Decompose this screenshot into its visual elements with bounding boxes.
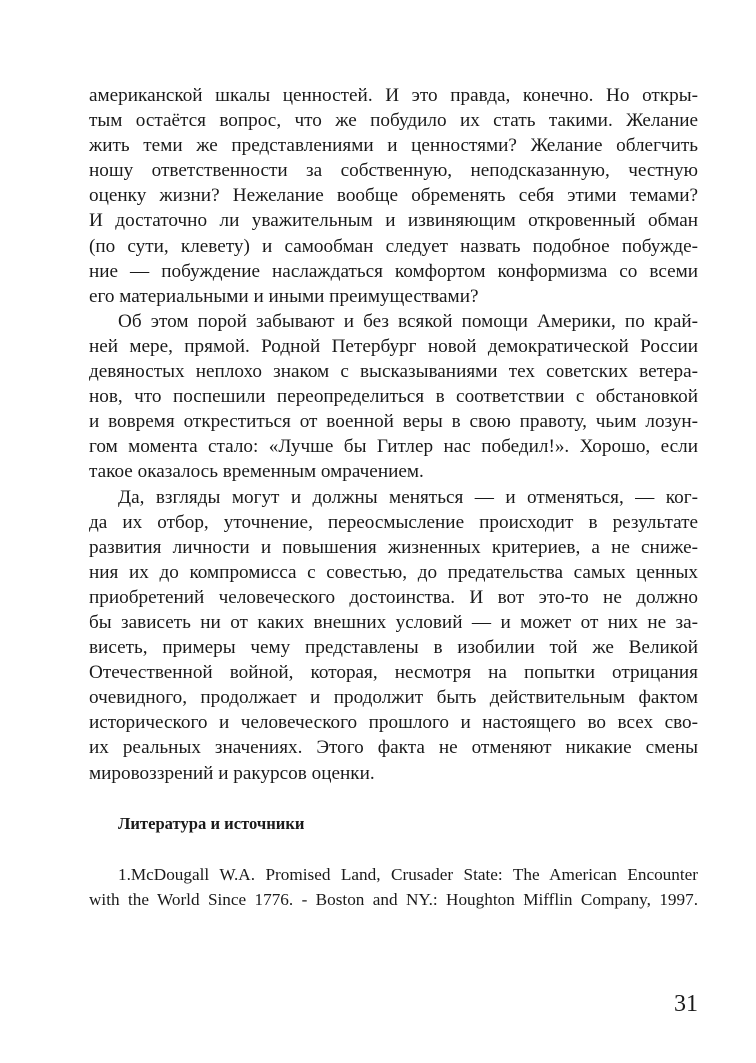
text-line: ней мере, прямой. Родной Петербург новой демократической России — [89, 335, 698, 357]
page-number: 31 — [674, 991, 698, 1017]
text-line: приобретений человеческого достоинства. И вот это-то не должно — [89, 586, 698, 608]
text-line: такое оказалось временным омрачением. — [89, 461, 424, 483]
text-line: Отечественной войной, которая, несмотря на попытки отрицания — [89, 662, 698, 684]
text-line: его материальными и иными преимуществами? — [89, 285, 479, 307]
text-line: тым остаётся вопрос, что же побудило их стать такими. Желание — [89, 110, 698, 132]
references-list — [89, 862, 698, 912]
text-line: американской шкалы ценностей. И это правда, конечно. Но откры- — [89, 85, 698, 106]
text-line: висеть, примеры чему представлены в изобилии той же Великой — [89, 637, 698, 659]
text-line: И достаточно ли уважительным и извиняющим откровенный обман — [89, 210, 698, 232]
text-line: да их отбор, уточнение, переосмысление происходит в результате — [89, 511, 698, 533]
body-text — [89, 83, 698, 786]
text-line: нов, что поспешили переопределиться в соответствии с обстановкой — [89, 386, 698, 408]
text-line: Да, взгляды могут и должны меняться — и отменяться, — ког- — [118, 486, 698, 508]
reference-line: 1.McDougall W.A. Promised Land, Crusader State: The American Encounter — [118, 865, 698, 884]
reference-item — [89, 862, 698, 912]
text-line: бы зависеть ни от каких внешних условий — и может от них не за- — [89, 611, 698, 633]
text-line: развития личности и повышения жизненных критериев, а не сниже- — [89, 536, 698, 558]
text-line: их реальных значениях. Этого факта не отменяют никакие смены — [89, 737, 698, 759]
text-line: (по сути, клевету) и самообман следует назвать подобное побужде- — [89, 235, 698, 257]
text-line: жить теми же представлениями и ценностями? Желание облегчить — [89, 135, 698, 157]
text-line: ношу ответственности за собственную, неподсказанную, честную — [89, 160, 698, 182]
text-line: девяностых неплохо знаком с высказываниями тех советских ветера- — [89, 361, 698, 383]
paragraph-2 — [89, 309, 698, 485]
reference-line: with the World Since 1776. - Boston and NY.: Houghton Mifflin Company, 1997. — [89, 890, 698, 909]
text-line: исторического и человеческого прошлого и настоящего во всех сво- — [89, 712, 698, 734]
text-line: ния их до компромисса с совестью, до предательства самых ценных — [89, 561, 698, 583]
text-line: оценку жизни? Нежелание вообще обременять себя этими темами? — [89, 185, 698, 207]
text-line: очевидного, продолжает и продолжит быть действительным фактом — [89, 687, 698, 709]
paragraph-3 — [89, 485, 698, 786]
text-line: ние — побуждение наслаждаться комфортом конформизма со всеми — [89, 260, 698, 282]
paragraph-1 — [89, 83, 698, 309]
text-line: мировоззрений и ракурсов оценки. — [89, 762, 375, 784]
references-heading: Литература и источники — [118, 814, 305, 833]
text-line: Об этом порой забывают и без всякой помощи Америки, по край- — [118, 310, 698, 332]
text-line: гом момента стало: «Лучше бы Гитлер нас победил!». Хорошо, если — [89, 436, 698, 458]
text-line: и вовремя откреститься от военной веры в свою правоту, чьим лозун- — [89, 411, 698, 433]
